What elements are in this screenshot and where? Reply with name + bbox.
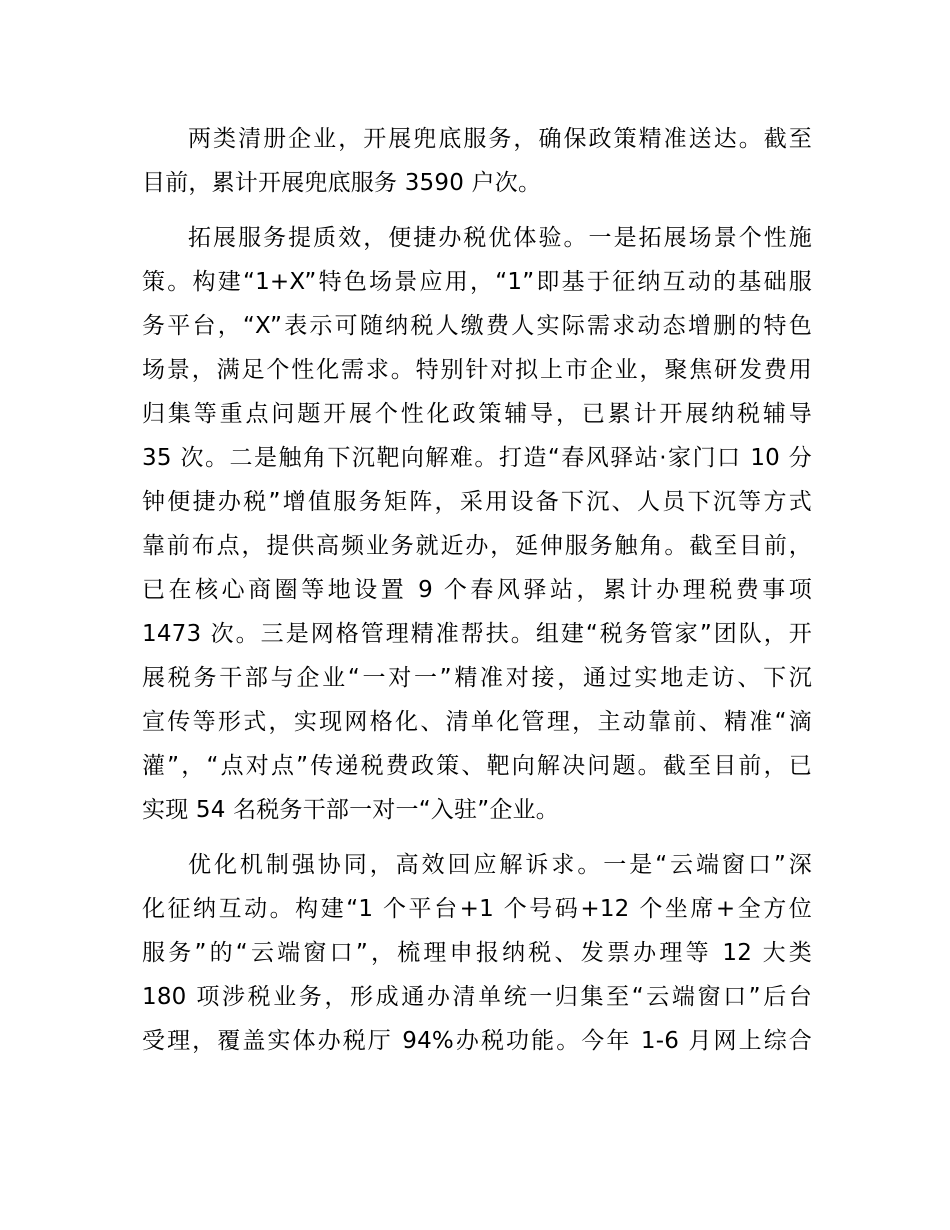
paragraph-3-line-5: 受理，覆盖实体办税厅 94%办税功能。今年 1-6 月网上综合 bbox=[142, 1028, 812, 1054]
paragraph-1-line-2: 目前，累计开展兜底服务 3590 户次。 bbox=[142, 170, 542, 196]
paragraph-2-line-9: 已在核心商圈等地设置 9 个春风驿站，累计办理税费事项 bbox=[142, 577, 812, 603]
paragraph-2-line-12: 宣传等形式，实现网格化、清单化管理，主动靠前、精准“滴 bbox=[142, 709, 812, 735]
paragraph-1-line-1: 两类清册企业，开展兜底服务，确保政策精准送达。截至 bbox=[188, 126, 812, 152]
paragraph-2-line-2: 策。构建“1+X”特色场景应用，“1”即基于征纳互动的基础服 bbox=[142, 269, 812, 295]
paragraph-3-line-3: 服务”的“云端窗口”，梳理申报纳税、发票办理等 12 大类 bbox=[142, 940, 812, 966]
paragraph-2-line-7: 钟便捷办税”增值服务矩阵，采用设备下沉、人员下沉等方式 bbox=[142, 489, 812, 515]
paragraph-2-line-14: 实现 54 名税务干部一对一“入驻”企业。 bbox=[142, 797, 559, 823]
paragraph-2-line-3: 务平台，“X”表示可随纳税人缴费人实际需求动态增删的特色 bbox=[142, 313, 812, 339]
paragraph-2-line-13: 灌”，“点对点”传递税费政策、靶向解决问题。截至目前，已 bbox=[142, 753, 812, 779]
paragraph-2-line-1: 拓展服务提质效，便捷办税优体验。一是拓展场景个性施 bbox=[188, 225, 812, 251]
paragraph-3-line-4: 180 项涉税业务，形成通办清单统一归集至“云端窗口”后台 bbox=[142, 984, 812, 1010]
paragraph-2-line-4: 场景，满足个性化需求。特别针对拟上市企业，聚焦研发费用 bbox=[142, 357, 812, 383]
paragraph-2-line-8: 靠前布点，提供高频业务就近办，延伸服务触角。截至目前， bbox=[142, 533, 812, 559]
paragraph-2-line-6: 35 次。二是触角下沉靶向解难。打造“春风驿站·家门口 10 分 bbox=[142, 445, 812, 471]
paragraph-2-line-11: 展税务干部与企业“一对一”精准对接，通过实地走访、下沉 bbox=[142, 665, 812, 691]
paragraph-3-line-2: 化征纳互动。构建“1 个平台+1 个号码+12 个坐席+全方位 bbox=[142, 896, 812, 922]
paragraph-2-line-10: 1473 次。三是网格管理精准帮扶。组建“税务管家”团队，开 bbox=[142, 621, 812, 647]
document-body bbox=[142, 117, 812, 1063]
paragraph-3-line-1: 优化机制强协同，高效回应解诉求。一是“云端窗口”深 bbox=[188, 852, 812, 878]
paragraph-gap bbox=[142, 832, 812, 843]
paragraph-2-line-5: 归集等重点问题开展个性化政策辅导，已累计开展纳税辅导 bbox=[142, 401, 812, 427]
paragraph-gap bbox=[142, 205, 812, 216]
